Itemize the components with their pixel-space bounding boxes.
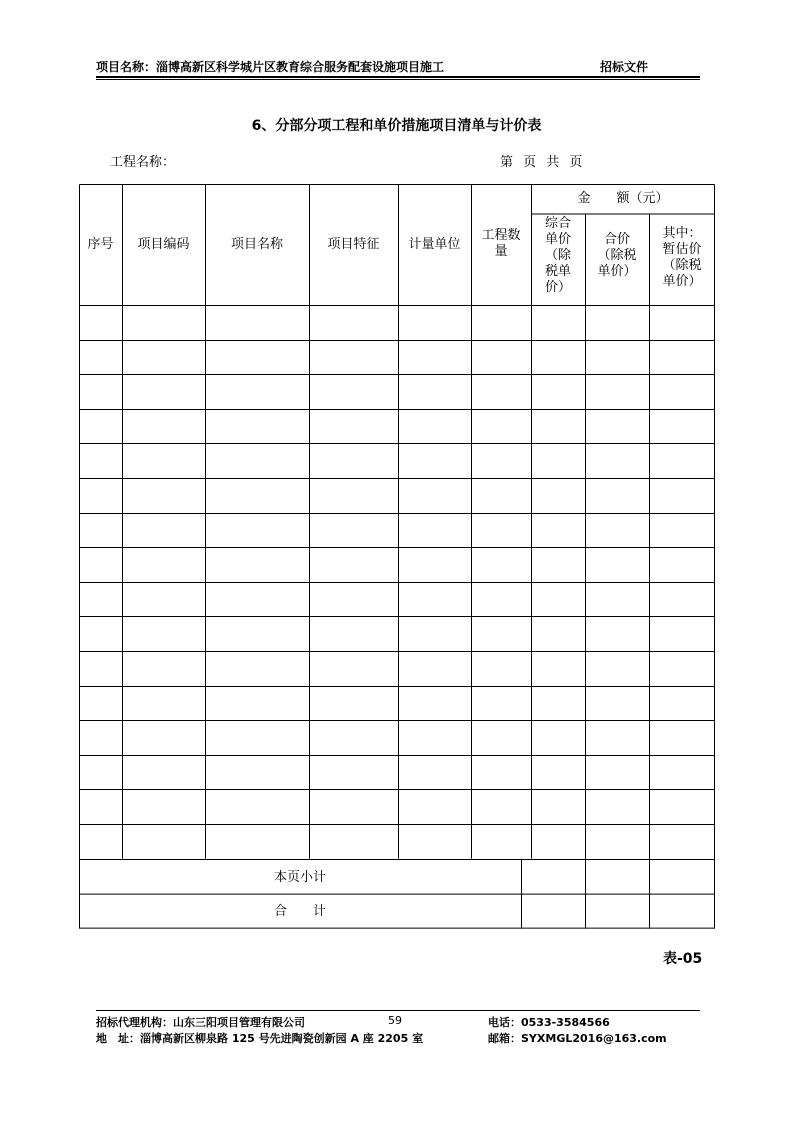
table-code: 表-05 [663, 951, 703, 967]
header-feature: 项目特征 [327, 237, 380, 252]
header-unit-price: 综合 单价 （除 税单 价） [544, 216, 571, 295]
footer-address: 地 址：淄博高新区柳泉路 125 号先进陶瓷创新园 A 座 2205 室 [96, 1032, 424, 1045]
page-title: 6、分部分项工程和单价措施项目清单与计价表 [251, 118, 542, 134]
table-grid-lines [79, 184, 715, 930]
header-doc-type: 招标文件 [599, 60, 648, 74]
footer-phone: 电话：0533-3584566 [488, 1016, 610, 1029]
page-info: 第 页 共 页 [500, 155, 583, 170]
header-project: 项目名称：淄博高新区科学城片区教育综合服务配套设施项目施工 [96, 60, 445, 74]
footer-email: 邮箱：SYXMGL2016@163.com [488, 1032, 667, 1045]
header-qty: 工程数 量 [481, 228, 521, 259]
subtotal-label: 本页小计 [273, 870, 326, 885]
header-rule-thin [96, 79, 700, 80]
header-code: 项目编码 [137, 237, 190, 252]
header-provisional: 其中： 暂估价 （除税 单价） [662, 226, 702, 289]
header-total: 合价 （除税 单价） [597, 232, 637, 279]
page-header [96, 56, 700, 76]
header-seq: 序号 [87, 237, 114, 252]
pricing-table [79, 184, 715, 930]
footer-rule [96, 1010, 700, 1011]
header-amount-group: 金 额（元） [577, 191, 669, 206]
header-rule [96, 76, 700, 78]
header-unit: 计量单位 [408, 237, 461, 252]
header-name: 项目名称 [230, 237, 283, 252]
total-label: 合 计 [273, 904, 326, 919]
project-name-label: 工程名称： [110, 155, 176, 170]
footer-agency: 招标代理机构：山东三阳项目管理有限公司 [96, 1016, 305, 1029]
page-number: 59 [388, 1014, 402, 1027]
